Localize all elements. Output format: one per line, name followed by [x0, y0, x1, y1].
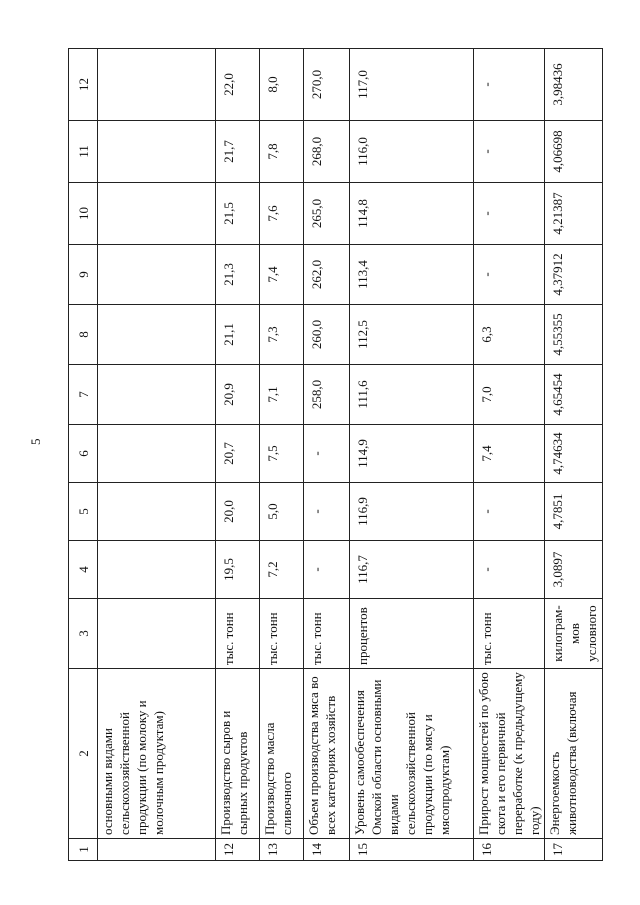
value-cell: 4,65454 — [545, 365, 603, 425]
indicator-name: Объем производства мяса во всех категориях хозяйств — [304, 669, 350, 839]
indicators-table — [68, 48, 603, 861]
value-cell: 6,3 — [474, 305, 545, 365]
value-cell: 4,37912 — [545, 245, 603, 305]
value-cell — [98, 425, 216, 483]
value-cell — [98, 245, 216, 305]
unit-cell: тыс. тонн — [260, 599, 304, 669]
value-cell: - — [474, 183, 545, 245]
table-row — [474, 49, 545, 861]
value-cell: 112,5 — [350, 305, 474, 365]
value-cell: 7,3 — [260, 305, 304, 365]
value-cell: 7,0 — [474, 365, 545, 425]
value-cell: - — [474, 121, 545, 183]
rotated-table-wrapper — [68, 49, 599, 861]
value-cell: - — [304, 541, 350, 599]
value-cell: 111,6 — [350, 365, 474, 425]
value-cell: 21,1 — [216, 305, 260, 365]
value-cell: 8,0 — [260, 49, 304, 121]
value-cell: 262,0 — [304, 245, 350, 305]
value-cell — [98, 121, 216, 183]
value-cell: 7,5 — [260, 425, 304, 483]
value-cell: 20,7 — [216, 425, 260, 483]
value-cell: 20,0 — [216, 483, 260, 541]
row-number — [98, 839, 216, 861]
value-cell: 117,0 — [350, 49, 474, 121]
unit-cell: тыс. тонн — [216, 599, 260, 669]
value-cell — [98, 483, 216, 541]
value-cell: 4,74634 — [545, 425, 603, 483]
value-cell: - — [474, 483, 545, 541]
column-header: 10 — [69, 183, 98, 245]
table-row — [216, 49, 260, 861]
value-cell: 20,9 — [216, 365, 260, 425]
column-header: 7 — [69, 365, 98, 425]
value-cell: 7,6 — [260, 183, 304, 245]
column-header: 3 — [69, 599, 98, 669]
value-cell: 4,21387 — [545, 183, 603, 245]
value-cell: 258,0 — [304, 365, 350, 425]
value-cell: 270,0 — [304, 49, 350, 121]
value-cell: - — [474, 49, 545, 121]
unit-cell: килограм-мов условного — [545, 599, 603, 669]
value-cell: 113,4 — [350, 245, 474, 305]
row-number: 15 — [350, 839, 474, 861]
value-cell: 5,0 — [260, 483, 304, 541]
unit-cell: процентов — [350, 599, 474, 669]
column-header: 9 — [69, 245, 98, 305]
value-cell: 7,2 — [260, 541, 304, 599]
value-cell: - — [304, 483, 350, 541]
value-cell: 22,0 — [216, 49, 260, 121]
value-cell: 19,5 — [216, 541, 260, 599]
value-cell: - — [474, 541, 545, 599]
value-cell — [98, 305, 216, 365]
value-cell — [98, 365, 216, 425]
column-header: 6 — [69, 425, 98, 483]
value-cell: 116,9 — [350, 483, 474, 541]
value-cell: 21,5 — [216, 183, 260, 245]
row-number: 13 — [260, 839, 304, 861]
value-cell: 3,0897 — [545, 541, 603, 599]
value-cell: 260,0 — [304, 305, 350, 365]
column-header: 11 — [69, 121, 98, 183]
row-number: 17 — [545, 839, 603, 861]
value-cell: 7,1 — [260, 365, 304, 425]
indicator-name: Прирост мощностей по убою скота и его первичной переработке (к предыдущему году) — [474, 669, 545, 839]
value-cell — [98, 49, 216, 121]
indicator-name: основными видами сельскохозяйственной продукции (по молоку и молочным продуктам) — [98, 669, 216, 839]
indicator-name: Производство масла сливочного — [260, 669, 304, 839]
indicator-name: Уровень самообеспечения Омской области основными видами сельскохозяйственной продукции (по мясу и мясопродуктам) — [350, 669, 474, 839]
column-header: 5 — [69, 483, 98, 541]
value-cell: 21,3 — [216, 245, 260, 305]
value-cell: - — [474, 245, 545, 305]
row-number: 12 — [216, 839, 260, 861]
value-cell: 3,98436 — [545, 49, 603, 121]
value-cell — [98, 183, 216, 245]
value-cell: 265,0 — [304, 183, 350, 245]
header-row — [69, 49, 98, 861]
value-cell: 4,06698 — [545, 121, 603, 183]
value-cell: 7,4 — [260, 245, 304, 305]
value-cell: 4,7851 — [545, 483, 603, 541]
table-row — [545, 49, 603, 861]
value-cell — [98, 541, 216, 599]
value-cell: 268,0 — [304, 121, 350, 183]
value-cell: - — [304, 425, 350, 483]
unit-cell — [98, 599, 216, 669]
column-header: 2 — [69, 669, 98, 839]
value-cell: 114,8 — [350, 183, 474, 245]
column-header: 8 — [69, 305, 98, 365]
value-cell: 114,9 — [350, 425, 474, 483]
table-row — [98, 49, 216, 861]
table-row — [260, 49, 304, 861]
value-cell: 116,7 — [350, 541, 474, 599]
value-cell: 21,7 — [216, 121, 260, 183]
value-cell: 4,55355 — [545, 305, 603, 365]
indicator-name: Производство сыров и сырных продуктов — [216, 669, 260, 839]
page-number: 5 — [28, 438, 43, 445]
table-row — [350, 49, 474, 861]
value-cell: 116,0 — [350, 121, 474, 183]
unit-cell: тыс. тонн — [304, 599, 350, 669]
value-cell: 7,4 — [474, 425, 545, 483]
table-row — [304, 49, 350, 861]
indicator-name: Энергоемкость животноводства (включая — [545, 669, 603, 839]
column-header: 1 — [69, 839, 98, 861]
column-header: 4 — [69, 541, 98, 599]
row-number: 14 — [304, 839, 350, 861]
unit-cell: тыс. тонн — [474, 599, 545, 669]
value-cell: 7,8 — [260, 121, 304, 183]
column-header: 12 — [69, 49, 98, 121]
row-number: 16 — [474, 839, 545, 861]
